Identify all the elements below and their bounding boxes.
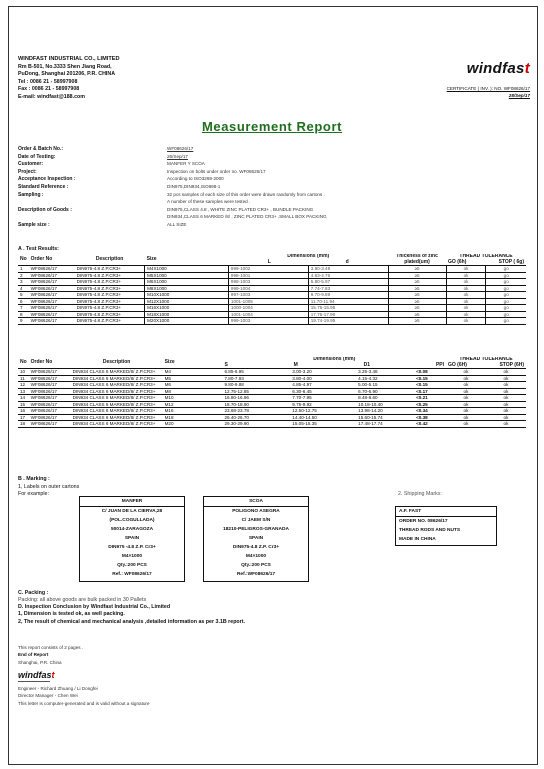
cell-PPI: <0.08: [414, 369, 446, 376]
cell-stop: ok: [486, 414, 526, 421]
cell-size: M16: [163, 408, 223, 415]
cell-order: WF08626/17: [29, 414, 71, 421]
cell-go: ok: [446, 382, 486, 389]
col2-stop: STOP (6H): [499, 361, 524, 368]
cell-D1: 6.70-6.90: [356, 388, 414, 395]
cell-M: 3.00-3.20: [290, 369, 356, 376]
cell-L: 999-1004: [228, 285, 308, 292]
cell-S: 18.70-18.90: [222, 401, 290, 408]
cell-size: M18X1000: [145, 311, 229, 318]
cell-PPI: <0.25: [414, 401, 446, 408]
cell-L: 998-1001: [228, 272, 308, 279]
cell-go: ok: [446, 401, 486, 408]
footer-manager: Director Manager - Chen Wei: [18, 693, 78, 698]
cell-desc: DIN975-4.8 Z.P.CR3+: [75, 279, 145, 286]
col2-S: S: [224, 361, 228, 368]
cell-M: 3.80-4.00: [290, 375, 356, 382]
col2-order: Order No: [30, 358, 53, 365]
cell-stop: go: [486, 298, 526, 305]
label-line: Qty.:200 PCS: [241, 563, 271, 568]
cell-PPI: <0.34: [414, 408, 446, 415]
info-value: A number of these samples were tested .: [167, 199, 251, 205]
cell-L: 999-1003: [228, 318, 308, 325]
cell-order: WF08626/17: [29, 382, 71, 389]
info-label: Date of Testing:: [18, 153, 56, 160]
label-line: SPAIN: [248, 536, 264, 541]
cell-no: 8: [18, 311, 29, 318]
cell-L: 1001-1004: [228, 311, 308, 318]
cell-desc: DIN934 CLASS 6 MARKED/8/ Z.P.CR3+: [71, 388, 163, 395]
cell-stop: go: [486, 266, 526, 273]
cell-go: ok: [446, 305, 486, 312]
info-label: Sampling :: [18, 191, 44, 198]
cell-go: ok: [446, 279, 486, 286]
cell-desc: DIN934 CLASS 6 MARKED/8/ Z.P.CR3+: [71, 369, 163, 376]
label-line: Qty.:200 PCS: [117, 563, 147, 568]
cell-go: ok: [446, 388, 486, 395]
section-d-title: D. Inspection Conclusion by Windfast Industrial Co., Limited: [18, 604, 171, 610]
cell-desc: DIN975-4.8 Z.P.CR3+: [75, 298, 145, 305]
col2-thread-tolerance: THREAD TOLERANCE GO (6H) STOP (6H): [448, 357, 524, 368]
cell-stop: go: [486, 318, 526, 325]
cell-S: 29.30-29.90: [222, 421, 290, 428]
label-line: THREAD RODS AND NUTS: [399, 528, 461, 533]
label-line: DIN975 -4.8 Z.P. Cr3+: [108, 545, 156, 550]
cell-PPI: <0.15: [414, 382, 446, 389]
cell-desc: DIN975-4.8 Z.P.CR3+: [75, 311, 145, 318]
label-line: Ref.: WF08626/17: [112, 572, 152, 577]
cell-go: ok: [446, 298, 486, 305]
cell-order: WF08626/17: [29, 279, 75, 286]
col-stop: STOP ( 6g): [498, 258, 524, 265]
cell-S: 23.68-23.78: [222, 408, 290, 415]
col2-PPI: PPI: [435, 361, 444, 368]
label-line: ORDER NO. 08626/17: [399, 519, 448, 524]
col2-go: GO (6H): [448, 361, 467, 368]
cell-size: M10: [163, 395, 223, 402]
footer-note: This letter is computer-generated and is valid without a signature: [18, 701, 150, 706]
cell-no: 5: [18, 292, 29, 299]
cell-desc: DIN934 CLASS 6 MARKED/8/ Z.P.CR3+: [71, 382, 163, 389]
cell-M: 6.30-6.45: [290, 388, 356, 395]
cell-desc: DIN975-4.8 Z.P.CR3+: [75, 272, 145, 279]
cell-stop: ok: [486, 401, 526, 408]
col-thickness: Thickness of zinc plated(um): [396, 254, 438, 265]
cell-order: WF08626/17: [29, 266, 75, 273]
cell-d: 9.70-9.89: [308, 292, 388, 299]
cell-go: ok: [446, 285, 486, 292]
label-line: MADE IN CHINA: [399, 537, 436, 542]
cell-stop: ok: [486, 421, 526, 428]
carton-label-manfer: [79, 496, 185, 582]
section-a-title: A . Test Results:: [18, 246, 59, 252]
cell-desc: DIN934 CLASS 6 MARKED/8/ Z.P.CR3+: [71, 395, 163, 402]
cell-d: 3.90-3.48: [308, 266, 388, 273]
cell-no: 12: [18, 382, 29, 389]
cell-no: 10: [18, 369, 29, 376]
cell-size: M12: [163, 401, 223, 408]
cell-order: WF08626/17: [29, 298, 75, 305]
info-label: Acceptance Inspection :: [18, 176, 76, 183]
info-value: DIN934,CLASS 6 MARKED /8/ , ZINC PLATED CR3+ ,SMALL BOX PACKING: [167, 214, 327, 220]
cell-desc: DIN975-4.8 Z.P.CR3+: [75, 266, 145, 273]
packing-title: C. Packing :: [18, 590, 49, 596]
info-label: Order & Batch No.:: [18, 146, 64, 152]
info-value: DIN975,CLASS 4.8 , WHITE ZINC PLATED CR3+ , BUNDLE PACKING: [167, 206, 314, 212]
cell-desc: DIN975-4.8 Z.P.CR3+: [75, 285, 145, 292]
col-go: GO (6h): [448, 258, 467, 265]
cell-M: 4.85-4.97: [290, 382, 356, 389]
cell-d: 17.75-17.90: [308, 311, 388, 318]
cell-D1: 5.00-5.15: [356, 382, 414, 389]
cell-stop: ok: [486, 388, 526, 395]
cell-order: WF08626/17: [29, 292, 75, 299]
cell-desc: DIN934 CLASS 6 MARKED/8/ Z.P.CR3+: [71, 408, 163, 415]
cell-L: 998-1003: [228, 279, 308, 286]
label-line: Ref.:WF08626/17: [236, 572, 276, 577]
cell-D1: 3.25-3.48: [356, 369, 414, 376]
col-d: d: [345, 258, 349, 265]
col-no: No: [20, 255, 27, 262]
col2-D1: D1: [363, 361, 371, 368]
col2-M: M: [293, 361, 298, 368]
col-thread-tolerance: THREAD TOLERANCE GO (6h) STOP ( 6g): [448, 254, 524, 265]
cell-size: M10X1000: [145, 292, 229, 299]
info-label: Customer:: [18, 161, 44, 168]
cell-D1: 17.48-17.74: [356, 421, 414, 428]
footer-pages: This report consists of 2 pages .: [18, 645, 84, 650]
cell-S: 9.80-9.88: [222, 382, 290, 389]
label-line: SPAIN: [124, 536, 140, 541]
cell-d: 7.74-7.83: [308, 285, 388, 292]
shipping-marks-title: 2. Shipping Marks:: [398, 491, 442, 497]
cell-stop: go: [486, 311, 526, 318]
cell-d: 15.75-15.95: [308, 305, 388, 312]
cell-desc: DIN934 CLASS 6 MARKED/8/ Z.P.CR3+: [71, 414, 163, 421]
company-address-line2: PuDong, Shanghai 201206, P.R. CHINA: [18, 71, 116, 77]
cell-stop: ok: [486, 408, 526, 415]
cell-size: M5: [163, 375, 223, 382]
cell-PPI: <0.42: [414, 421, 446, 428]
cell-no: 11: [18, 375, 29, 382]
cell-d: 19.74-19.95: [308, 318, 388, 325]
test-results-table-nuts: [18, 357, 526, 428]
cell-M: 7.70-7.95: [290, 395, 356, 402]
cell-stop: go: [486, 285, 526, 292]
test-results-table-studs: [18, 254, 526, 325]
cell-no: 3: [18, 279, 29, 286]
carton-label-scoa: [203, 496, 309, 582]
cell-order: WF08626/17: [29, 305, 75, 312]
cell-go: ok: [446, 421, 486, 428]
cell-desc: DIN975-4.8 Z.P.CR3+: [75, 305, 145, 312]
cell-PPI: <0.17: [414, 388, 446, 395]
footer-end: End of Report: [18, 652, 49, 657]
cell-order: WF08626/17: [29, 272, 75, 279]
cell-order: WF08626/17: [29, 408, 71, 415]
company-email: E-mail: windfast@188.com: [18, 94, 85, 100]
cell-D1: 4.15-4.32: [356, 375, 414, 382]
label-line: SCOA: [204, 497, 308, 507]
cell-order: WF08626/17: [29, 375, 71, 382]
cell-go: ok: [446, 408, 486, 415]
cell-PPI: <0.38: [414, 414, 446, 421]
cell-no: 9: [18, 318, 29, 325]
label-line: 18210-PELIGROS-GRANADA: [223, 527, 289, 532]
cell-L: 997-1003: [228, 292, 308, 299]
cell-size: M6: [163, 382, 223, 389]
cell-desc: DIN975-4.8 Z.P.CR3+: [75, 318, 145, 325]
info-value: 26/Sep/17: [167, 153, 188, 159]
cell-size: M5X1000: [145, 272, 229, 279]
col2-dimensions: Dimensions (mm) S M D1 PPI: [224, 357, 444, 368]
col-L: L: [267, 258, 271, 265]
info-label: Description of Goods :: [18, 206, 72, 213]
cell-size: M20: [163, 421, 223, 428]
info-value: According to ISO3269-2000: [167, 176, 224, 182]
cell-stop: go: [486, 272, 526, 279]
cell-D1: 15.60-15.74: [356, 414, 414, 421]
label-line: (POL.COGULLADA): [109, 518, 155, 523]
for-example: For example:: [18, 491, 49, 497]
label-line: 50014-ZARAGOZA: [110, 527, 154, 532]
cell-S: 26.40-26.70: [222, 414, 290, 421]
cell-S: 12.75-12.85: [222, 388, 290, 395]
cell-go: ok: [446, 414, 486, 421]
cell-S: 6.85-6.95: [222, 369, 290, 376]
cell-no: 15: [18, 401, 29, 408]
label-line: M4×1000: [121, 554, 143, 559]
cell-no: 1: [18, 266, 29, 273]
cell-stop: ok: [486, 375, 526, 382]
cell-no: 4: [18, 285, 29, 292]
cell-no: 7: [18, 305, 29, 312]
footer-logo-underline: [18, 681, 50, 682]
cell-stop: go: [486, 279, 526, 286]
info-value: WF08626/17: [167, 146, 194, 151]
label-line: POLIGONO ASEGRA: [232, 509, 280, 514]
cell-stop: go: [486, 305, 526, 312]
cell-size: M12X1000: [145, 298, 229, 305]
cell-t: ≥5: [388, 279, 446, 286]
cell-size: M8: [163, 388, 223, 395]
info-value: MANFER Y SCOA: [167, 161, 205, 167]
cell-d: 11.70-11.94: [308, 298, 388, 305]
cell-order: WF08626/17: [29, 421, 71, 428]
cell-size: M20X1000: [145, 318, 229, 325]
label-line: A.F. FAST: [396, 507, 496, 517]
cell-t: ≥5: [388, 272, 446, 279]
cell-no: 2: [18, 272, 29, 279]
label-line: MANFER: [80, 497, 184, 507]
cell-go: ok: [446, 272, 486, 279]
cell-desc: DIN934 CLASS 6 MARKED/8/ Z.P.CR3+: [71, 421, 163, 428]
company-fax: Fax : 0086 21 - 58997908: [18, 86, 80, 92]
cell-PPI: <0.21: [414, 395, 446, 402]
cell-stop: ok: [486, 382, 526, 389]
col2-no: No: [20, 358, 27, 365]
info-label: Standard Reference :: [18, 184, 69, 190]
cell-D1: 10.18-10.40: [356, 401, 414, 408]
cell-size: M16X1000: [145, 305, 229, 312]
cell-M: 9.75-9.92: [290, 401, 356, 408]
cell-desc: DIN934 CLASS 6 MARKED/8/ Z.P.CR3+: [71, 401, 163, 408]
cell-order: WF08626/17: [29, 369, 71, 376]
table-row: [18, 421, 526, 428]
cell-order: WF08626/17: [29, 401, 71, 408]
footer-place: Shanghai, P.R. China: [18, 660, 62, 665]
info-value: Inspection on bolts under order no. WF08626/17: [167, 168, 266, 174]
conclusion-1: 1, Dimension is tested ok, as well packing.: [18, 611, 125, 617]
cell-d: 4.83-4.76: [308, 272, 388, 279]
company-name: WINDFAST INDUSTRIAL CO., LIMITED: [18, 56, 120, 62]
cell-order: WF08626/17: [29, 395, 71, 402]
info-value: DIN975,DIN934,ISO898-1: [167, 184, 221, 189]
info-value: ALL SIZE: [167, 222, 187, 227]
label-line: C/ JAEM S/N: [241, 518, 271, 523]
col-dimensions: Dimensions (mm) L d: [267, 254, 349, 265]
cell-no: 16: [18, 408, 29, 415]
cell-size: M4X1000: [145, 266, 229, 273]
cell-S: 16.80-16.96: [222, 395, 290, 402]
certificate-number: CERTIFICATE ( INV. ): NO. WF08626/17: [446, 86, 530, 91]
info-label: Sample size :: [18, 222, 50, 228]
cell-no: 17: [18, 414, 29, 421]
cell-stop: ok: [486, 369, 526, 376]
section-b-title: B . Marking :: [18, 476, 50, 482]
cell-d: 5.80-5.97: [308, 279, 388, 286]
cell-desc: DIN975-4.8 Z.P.CR3+: [75, 292, 145, 299]
cell-no: 18: [18, 421, 29, 428]
labels-title: 1, Labels on outer cartons: [18, 484, 80, 490]
cell-t: ≥5: [388, 311, 446, 318]
cell-order: WF08626/17: [29, 388, 71, 395]
cell-PPI: <0.15: [414, 375, 446, 382]
cell-M: 12.50-12.75: [290, 408, 356, 415]
cell-L: 1001-1005: [228, 298, 308, 305]
col2-description: Description: [102, 358, 131, 365]
certificate-date: 28/Sep/17: [508, 93, 530, 98]
label-line: DIN975-4.8 Z.P. Cr3+: [232, 545, 280, 550]
col-description: Description: [95, 255, 124, 262]
label-line: C/ JUAN DE LA CIERVA,28: [101, 509, 163, 514]
cell-go: ok: [446, 395, 486, 402]
cell-go: ok: [446, 369, 486, 376]
cell-no: 14: [18, 395, 29, 402]
cell-S: 7.80-7.93: [222, 375, 290, 382]
cell-L: 999-1002: [228, 266, 308, 273]
cell-go: ok: [446, 292, 486, 299]
cell-order: WF08626/17: [29, 285, 75, 292]
cell-D1: 8.48-8.60: [356, 395, 414, 402]
cell-t: ≥5: [388, 298, 446, 305]
cell-no: 13: [18, 388, 29, 395]
company-tel: Tel : 0086 21 - 58997908: [18, 79, 78, 85]
shipping-mark-box: [395, 506, 497, 546]
label-line: M4×1000: [245, 554, 267, 559]
cell-t: ≥5: [388, 266, 446, 273]
cell-go: ok: [446, 375, 486, 382]
cell-stop: ok: [486, 395, 526, 402]
cell-t: ≥5: [388, 285, 446, 292]
company-address-line1: Rm B-501, No.3333 Shen Jiang Road,: [18, 64, 112, 70]
cell-t: ≥5: [388, 318, 446, 325]
cell-M: 14.40-14.50: [290, 414, 356, 421]
col-size: Size: [146, 255, 157, 262]
cell-stop: go: [486, 292, 526, 299]
cell-size: M18: [163, 414, 223, 421]
cell-no: 6: [18, 298, 29, 305]
table-row: [18, 318, 526, 325]
cell-M: 15.05-15.35: [290, 421, 356, 428]
packing-text: Packing: all above goods are bulk packed in 30 Pallets: [18, 597, 147, 603]
cell-go: ok: [446, 266, 486, 273]
cell-desc: DIN934 CLASS 6 MARKED/8/ Z.P.CR3+: [71, 375, 163, 382]
footer-engineer: Engineer - Richard Zhuang / Li Dongfei: [18, 686, 98, 691]
cell-go: ok: [446, 318, 486, 325]
cell-order: WF08626/17: [29, 311, 75, 318]
page-title: Measurement Report: [201, 119, 343, 134]
cell-size: M6X1000: [145, 279, 229, 286]
cell-D1: 13.98-14.20: [356, 408, 414, 415]
cell-size: M4: [163, 369, 223, 376]
info-value: 32 pcs samples of each size of this order were drawn randomly from cartons .: [167, 191, 325, 197]
info-label: Project:: [18, 168, 37, 175]
windfast-logo: windfast: [466, 60, 530, 77]
cell-L: 1000-1004: [228, 305, 308, 312]
col-order: Order No: [30, 255, 53, 262]
col2-size: Size: [164, 358, 175, 365]
footer-logo: windfast: [18, 670, 55, 680]
conclusion-2: 2, The result of chemical and mechanical analysis ,detailed information as per 3.1B report.: [18, 619, 245, 625]
cell-size: M8X1000: [145, 285, 229, 292]
cell-t: ≥5: [388, 292, 446, 299]
cell-order: WF08626/17: [29, 318, 75, 325]
cell-go: ok: [446, 311, 486, 318]
cell-t: ≥5: [388, 305, 446, 312]
